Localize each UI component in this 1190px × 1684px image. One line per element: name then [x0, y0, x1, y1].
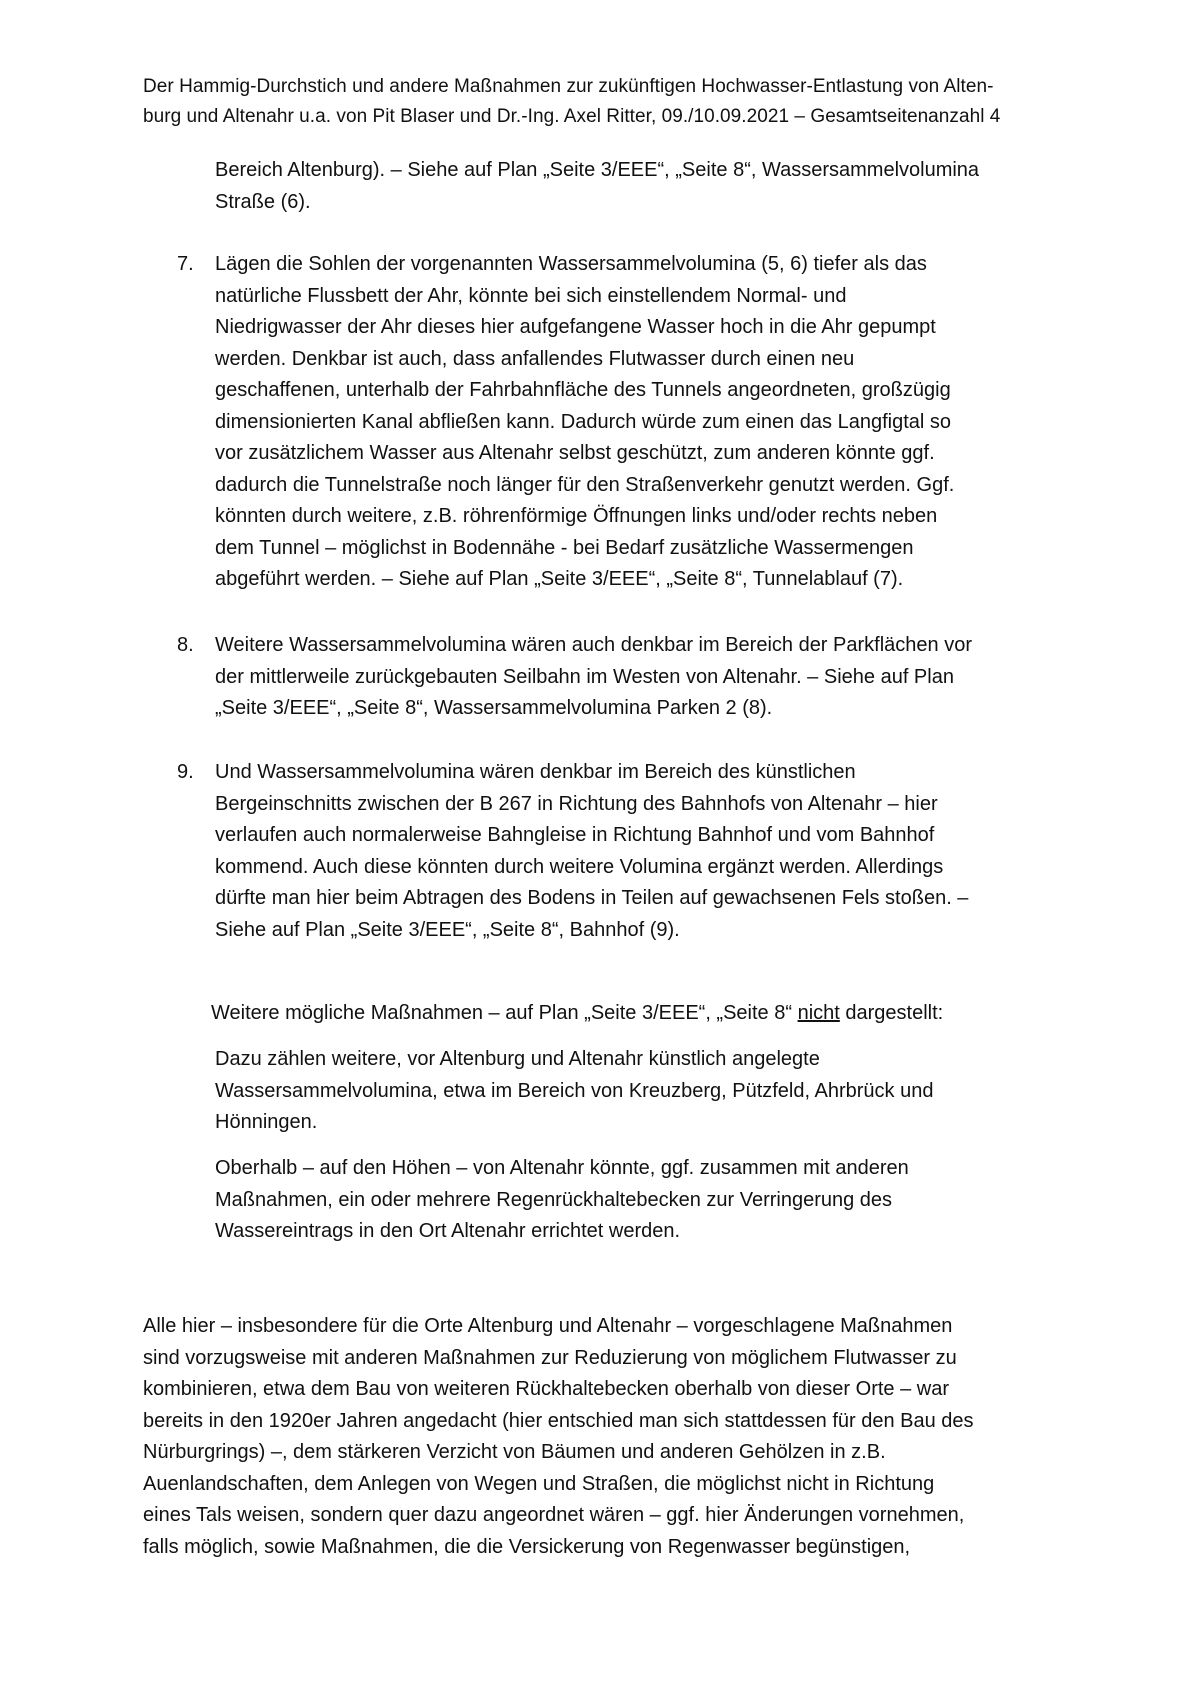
text-line: Nürburgrings) –, dem stärkeren Verzicht von Bäumen und anderen Gehölzen in z.B. — [143, 1441, 886, 1463]
further-paragraph-1 — [215, 1044, 1075, 1139]
text-line: verlaufen auch normalerweise Bahngleise in Richtung Bahnhof und vom Bahnhof — [215, 824, 935, 846]
text-line: vor zusätzlichem Wasser aus Altenahr selbst geschützt, zum anderen könnte ggf. — [215, 442, 935, 464]
text-line: dürfte man hier beim Abtragen des Bodens in Teilen auf gewachsenen Fels stoßen. – — [215, 887, 969, 909]
text-line: natürliche Flussbett der Ahr, könnte bei sich einstellendem Normal- und — [215, 284, 847, 307]
text-line: geschaffenen, unterhalb der Fahrbahnfläche des Tunnels angeordneten, großzügig — [215, 379, 951, 401]
heading-text: Weitere mögliche Maßnahmen – auf Plan „Seite 3/EEE“, „Seite 8“ — [211, 1002, 798, 1024]
closing-paragraph — [143, 1311, 1083, 1563]
text-line: Wassersammelvolumina, etwa im Bereich von Kreuzberg, Pützfeld, Ahrbrück und — [215, 1079, 934, 1102]
text-line: Dazu zählen weitere, vor Altenburg und Altenahr künstlich angelegte — [215, 1048, 820, 1070]
text-line: Siehe auf Plan „Seite 3/EEE“, „Seite 8“, Bahnhof (9). — [215, 918, 680, 941]
text-line: der mittlerweile zurückgebauten Seilbahn im Westen von Altenahr. – Siehe auf Plan — [215, 665, 954, 688]
text-line: Bergeinschnitts zwischen der B 267 in Richtung des Bahnhofs von Altenahr – hier — [215, 792, 938, 815]
text-line: Straße (6). — [215, 190, 311, 213]
text-line: kommend. Auch diese könnten durch weitere Volumina ergänzt werden. Allerdings — [215, 855, 944, 878]
header-line: burg und Altenahr u.a. von Pit Blaser und Dr.-Ing. Axel Ritter, 09./10.09.2021 – Gesamtseitenanzahl 4 — [143, 106, 1001, 127]
text-line: dadurch die Tunnelstraße noch länger für den Straßenverkehr genutzt werden. Ggf. — [215, 473, 955, 496]
text-line: Alle hier – insbesondere für die Orte Altenburg und Altenahr – vorgeschlagene Maßnahmen — [143, 1315, 953, 1337]
text-line: eines Tals weisen, sondern quer dazu angeordnet wären – ggf. hier Änderungen vornehmen, — [143, 1504, 965, 1526]
text-line: falls möglich, sowie Maßnahmen, die die Versickerung von Regenwasser begünstigen, — [143, 1535, 911, 1558]
text-line: Lägen die Sohlen der vorgenannten Wassersammelvolumina (5, 6) tiefer als das — [215, 253, 927, 275]
text-line: Niedrigwasser der Ahr dieses hier aufgefangene Wasser hoch in die Ahr gepumpt — [215, 316, 936, 338]
continuation-paragraph — [215, 155, 1075, 218]
text-line: sind vorzugsweise mit anderen Maßnahmen zur Reduzierung von möglichem Flutwasser zu — [143, 1346, 957, 1369]
text-line: Maßnahmen, ein oder mehrere Regenrückhaltebecken zur Verringerung des — [215, 1188, 893, 1211]
text-line: könnten durch weitere, z.B. röhrenförmige Öffnungen links und/oder rechts neben — [215, 505, 938, 527]
list-number: 8. — [177, 634, 194, 656]
text-line: dimensionierten Kanal abfließen kann. Dadurch würde zum einen das Langfigtal so — [215, 410, 952, 433]
text-line: abgeführt werden. – Siehe auf Plan „Seite 3/EEE“, „Seite 8“, Tunnelablauf (7). — [215, 568, 904, 590]
list-number: 7. — [177, 253, 194, 275]
text-line: Und Wassersammelvolumina wären denkbar im Bereich des künstlichen — [215, 761, 856, 783]
list-item-text — [215, 249, 1075, 596]
heading-text-end: dargestellt: — [839, 1002, 944, 1024]
text-line: Auenlandschaften, dem Anlegen von Wegen und Straßen, die möglichst nicht in Richtung — [143, 1472, 935, 1495]
heading-underlined-word: nicht — [797, 1002, 840, 1024]
heading-line — [211, 998, 1091, 1030]
further-measures-heading — [211, 998, 1091, 1030]
text-line: „Seite 3/EEE“, „Seite 8“, Wassersammelvolumina Parken 2 (8). — [215, 697, 773, 719]
text-line: bereits in den 1920er Jahren angedacht (hier entschied man sich stattdessen für den Bau des — [143, 1409, 974, 1432]
text-line: kombinieren, etwa dem Bau von weiteren Rückhaltebecken oberhalb von dieser Orte – war — [143, 1378, 949, 1400]
list-item-text — [215, 757, 1075, 946]
header-line: Der Hammig-Durchstich und andere Maßnahmen zur zukünftigen Hochwasser-Entlastung von Alten- — [143, 76, 994, 97]
text-line: Hönningen. — [215, 1111, 318, 1133]
page-header — [143, 72, 1073, 132]
text-line: Wassereintrags in den Ort Altenahr errichtet werden. — [215, 1220, 681, 1242]
list-number: 9. — [177, 761, 194, 783]
text-line: dem Tunnel – möglichst in Bodennähe - bei Bedarf zusätzliche Wassermengen — [215, 536, 914, 559]
text-line: Oberhalb – auf den Höhen – von Altenahr könnte, ggf. zusammen mit anderen — [215, 1157, 909, 1179]
list-item-text — [215, 630, 1075, 725]
text-line: Bereich Altenburg). – Siehe auf Plan „Seite 3/EEE“, „Seite 8“, Wassersammelvolumina — [215, 159, 980, 181]
text-line: werden. Denkbar ist auch, dass anfallendes Flutwasser durch einen neu — [215, 347, 855, 370]
text-line: Weitere Wassersammelvolumina wären auch denkbar im Bereich der Parkflächen vor — [215, 634, 972, 656]
further-paragraph-2 — [215, 1153, 1075, 1248]
